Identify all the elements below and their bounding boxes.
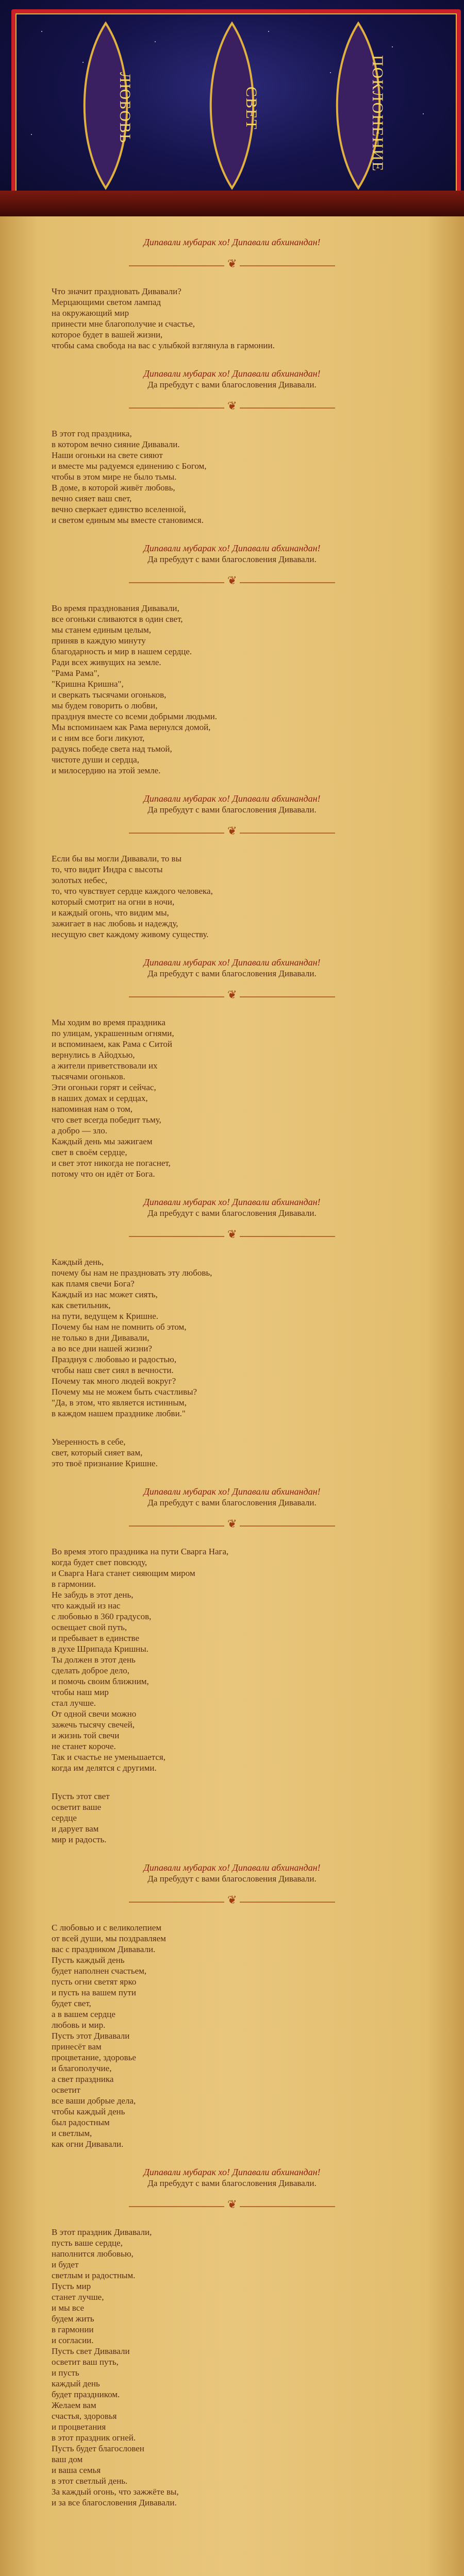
- poem-line: чистоте души и сердца,: [52, 755, 139, 765]
- poem-line: и дарует вам: [52, 1824, 99, 1834]
- poem-line: свет в своём сердце,: [52, 1147, 127, 1157]
- poem-line: и помочь своим ближним,: [52, 1676, 149, 1686]
- refrain-blessing: Да пребудут с вами благословения Дивавали.: [147, 1874, 317, 1884]
- poem-line: мы будем говорить о любви,: [52, 701, 158, 710]
- poem-line: Каждый из нас может сиять,: [52, 1290, 158, 1299]
- ornament-divider: [52, 1521, 412, 1531]
- poem-line: благодарность и мир в нашем сердце.: [52, 647, 192, 656]
- poem-stanza: [52, 286, 412, 351]
- refrain-block: [52, 957, 412, 979]
- ornament-divider: [52, 992, 412, 1002]
- poem-line: Уверенность в себе,: [52, 1437, 126, 1447]
- refrain-line: Дипавали мубарак хо! Дипавали абхинандан!: [143, 1197, 321, 1207]
- ornament-divider: [52, 261, 412, 270]
- poem-line: и процветания: [52, 2422, 106, 2432]
- poem-line: зажигает в нас любовь и надежду,: [52, 919, 178, 928]
- poem-stanza: [52, 853, 412, 940]
- refrain-block: [52, 237, 412, 248]
- ornament-divider: [52, 1897, 412, 1907]
- poem-line: Пусть мир: [52, 2281, 91, 2291]
- poem-line: За каждый огонь, что зажжёте вы,: [52, 2487, 179, 2497]
- poem-line: счастья, здоровья: [52, 2411, 117, 2421]
- poem-line: не станет короче.: [52, 1741, 116, 1751]
- leaf-word-love: ЛЮБОВЬ: [117, 72, 134, 144]
- poem-line: тысячами огоньков.: [52, 1072, 125, 1081]
- poem-line: в каждом нашем празднике любви.": [52, 1409, 186, 1418]
- poem-line: радуясь победе света над тьмой,: [52, 744, 172, 754]
- poem-line: вас с праздником Дивавали.: [52, 1944, 156, 1954]
- poem-line: Пусть будет благословен: [52, 2444, 144, 2453]
- poem-line: Каждый день,: [52, 1257, 104, 1267]
- poem-stanza: [52, 1257, 412, 1419]
- poem-line: и Сварга Нага станет сияющим миром: [52, 1568, 195, 1578]
- star: [392, 46, 393, 47]
- poem-line: сердце: [52, 1813, 77, 1823]
- poem-line: приняв в каждую минуту: [52, 636, 146, 646]
- poem-line: золотых небес,: [52, 875, 108, 885]
- poem-line: Что значит праздновать Дивавали?: [52, 286, 181, 296]
- poem-line: Во время празднования Дивавали,: [52, 603, 179, 613]
- leaf-love: [77, 21, 134, 191]
- poem-line: был радостным: [52, 2117, 110, 2127]
- poem-stanza: [52, 603, 412, 776]
- poem-line: а свет праздника: [52, 2074, 114, 2084]
- poem-line: Во время этого праздника на пути Сварга Нага,: [52, 1547, 229, 1556]
- refrain-block: [52, 2167, 412, 2189]
- poem-line: и ваша семья: [52, 2465, 101, 2475]
- poem-line: которое будет в вашей жизни,: [52, 330, 163, 340]
- poem-line: В этот год праздника,: [52, 429, 132, 438]
- leaf-word-worship: ПОКЛОНЕНИЕ: [369, 55, 386, 172]
- poem-line: и светлым,: [52, 2128, 92, 2138]
- poem-line: и каждый огонь, что видим мы,: [52, 908, 169, 918]
- refrain-block: [52, 543, 412, 565]
- poem-line: наполнится любовью,: [52, 2249, 134, 2259]
- banner-base: [0, 191, 464, 216]
- refrain-block: [52, 1486, 412, 1508]
- star: [41, 31, 42, 32]
- poem-line: почему бы нам не праздновать эту любовь,: [52, 1268, 212, 1278]
- poem-line: в духе Шрипада Кришны.: [52, 1644, 148, 1654]
- poem-line: Пусть каждый день: [52, 1955, 125, 1965]
- poem-line: В этот праздник Дивавали,: [52, 2227, 152, 2237]
- poem-line: празднуя вместе со всеми добрыми людьми.: [52, 711, 217, 721]
- poem-line: чтобы сама свобода на вас с улыбкой взглянула в гармонии.: [52, 341, 275, 350]
- poem-line: что свет всегда победит тьму,: [52, 1115, 161, 1125]
- poem-stanza: [52, 1017, 412, 1179]
- poem-line: пусть ваше сердце,: [52, 2238, 123, 2248]
- poem-line: мир и радость.: [52, 1835, 107, 1844]
- poem-stanza: [52, 1546, 412, 1773]
- refrain-line: Дипавали мубарак хо! Дипавали абхинандан!: [143, 793, 321, 804]
- poem-line: Почему мы не можем быть счастливы?: [52, 1387, 197, 1397]
- poem-line: и сверкать тысячами огоньков,: [52, 690, 167, 700]
- poem-line: Почему так много людей вокруг?: [52, 1376, 176, 1386]
- poem-line: стал лучше.: [52, 1698, 96, 1708]
- poem-line: свет, который сияет вам,: [52, 1448, 143, 1458]
- poem-line: освещает свой путь,: [52, 1622, 127, 1632]
- poem-line: ваш дом: [52, 2454, 83, 2464]
- poem-line: сделать доброе дело,: [52, 1666, 129, 1675]
- poem-line: в гармонии: [52, 2325, 94, 2334]
- poem-line: и будет: [52, 2260, 79, 2269]
- poem-line: Празднуя с любовью и радостью,: [52, 1354, 177, 1364]
- poem-line: Пусть свет Дивавали: [52, 2346, 130, 2356]
- poem-stanza: [52, 1436, 412, 1469]
- poem-line: как пламя свечи Бога?: [52, 1279, 135, 1289]
- poem-line: когда будет свет повсюду,: [52, 1557, 147, 1567]
- poem-line: потому что он идёт от Бога.: [52, 1169, 155, 1179]
- poem-line: мы станем единым целым,: [52, 625, 151, 635]
- poem-line: и пусть: [52, 2368, 79, 2378]
- poem-line: чтобы в этом мире не было тьмы.: [52, 472, 177, 482]
- poem-line: Каждый день мы зажигаем: [52, 1137, 153, 1146]
- poem-line: в гармонии.: [52, 1579, 96, 1589]
- poem-line: в этот светлый день.: [52, 2476, 128, 2486]
- poem-line: в наших домах и сердцах,: [52, 1093, 148, 1103]
- poem-content: [52, 237, 412, 2526]
- poem-line: чтобы наш свет сиял в вечности.: [52, 1365, 174, 1375]
- poem-line: и свет этот никогда не погаснет,: [52, 1158, 171, 1168]
- poem-line: по улицам, украшенным огнями,: [52, 1028, 174, 1038]
- refrain-line: Дипавали мубарак хо! Дипавали абхинандан!: [143, 957, 321, 968]
- refrain-block: [52, 793, 412, 815]
- poem-line: в этот праздник огней.: [52, 2433, 136, 2443]
- poem-line: и с ним все боги ликуют,: [52, 733, 145, 743]
- ornament-divider: [52, 828, 412, 838]
- poem-line: От одной свечи можно: [52, 1709, 137, 1719]
- poem-line: пусть огни светят ярко: [52, 1977, 137, 1987]
- poem-line: и милосердию на этой земле.: [52, 766, 161, 775]
- poem-line: будет свет,: [52, 1998, 91, 2008]
- ornament-divider: [52, 403, 412, 413]
- poem-line: Мерцающими светом лампад: [52, 297, 161, 307]
- refrain-block: [52, 1197, 412, 1218]
- poem-line: с любовью в 360 градусов,: [52, 1612, 152, 1621]
- refrain-line: Дипавали мубарак хо! Дипавали абхинандан!: [143, 1862, 321, 1873]
- poem-line: принести мне благополучие и счастье,: [52, 319, 195, 329]
- refrain-blessing: Да пребудут с вами благословения Дивавали.: [147, 1208, 317, 1218]
- poem-line: Мы вспоминаем как Рама вернулся домой,: [52, 722, 211, 732]
- poem-line: Эти огоньки горят и сейчас,: [52, 1082, 156, 1092]
- poem-line: и согласии.: [52, 2335, 94, 2345]
- refrain-line: Дипавали мубарак хо! Дипавали абхинандан!: [143, 368, 321, 379]
- poem-line: любовь и мир.: [52, 2020, 106, 2030]
- poem-line: в котором вечно сияние Дивавали.: [52, 439, 180, 449]
- poem-stanza: [52, 1791, 412, 1845]
- poem-line: Мы ходим во время праздника: [52, 1018, 165, 1027]
- poem-line: Не забудь в этот день,: [52, 1590, 134, 1600]
- poem-line: Почему бы нам не помнить об этом,: [52, 1322, 187, 1332]
- poem-line: Пусть этот Дивавали: [52, 2031, 130, 2041]
- refrain-blessing: Да пребудут с вами благословения Дивавали.: [147, 1498, 317, 1507]
- poem-line: и светом единым мы вместе становимся.: [52, 515, 204, 525]
- refrain-block: [52, 1862, 412, 1884]
- poem-line: и вместе мы радуемся единению с Богом,: [52, 461, 207, 471]
- poem-stanza: [52, 428, 412, 526]
- poem-line: будет праздником.: [52, 2389, 120, 2399]
- poem-line: а добро — зло.: [52, 1126, 108, 1136]
- poem-line: В доме, в которой живёт любовь,: [52, 483, 175, 493]
- poem-line: и жизнь той свечи: [52, 1731, 120, 1740]
- poem-line: "Кришна Кришна",: [52, 679, 124, 689]
- poem-line: что каждый из нас: [52, 1601, 121, 1611]
- poem-line: вечно сияет ваш свет,: [52, 494, 132, 503]
- poem-line: и мы все: [52, 2303, 85, 2313]
- refrain-line: Дипавали мубарак хо! Дипавали абхинандан!: [143, 543, 321, 553]
- poem-line: светлым и радостным.: [52, 2270, 136, 2280]
- poem-line: осветит ваш путь,: [52, 2357, 119, 2367]
- poem-line: процветание, здоровье: [52, 2053, 136, 2062]
- star: [423, 113, 424, 114]
- leaf-light: [204, 21, 260, 191]
- poem-line: как огни Дивавали.: [52, 2139, 124, 2149]
- poem-line: чтобы наш мир: [52, 1687, 109, 1697]
- refrain-blessing: Да пребудут с вами благословения Дивавали.: [147, 805, 317, 815]
- poem-line: и за все благословения Дивавали.: [52, 2498, 177, 2507]
- poem-line: Желаем вам: [52, 2400, 96, 2410]
- leaf-worship: [330, 21, 387, 191]
- refrain-block: [52, 368, 412, 390]
- poem-line: Ради всех живущих на земле.: [52, 657, 161, 667]
- poem-line: будем жить: [52, 2314, 94, 2324]
- star: [155, 41, 156, 42]
- header-banner: [0, 0, 464, 216]
- poem-line: не только в дни Дивавали,: [52, 1333, 150, 1343]
- poem-line: то, что чувствует сердце каждого человека,: [52, 886, 213, 896]
- poem-line: то, что видит Индра с высоты: [52, 865, 163, 874]
- poem-line: чтобы каждый день: [52, 2107, 125, 2116]
- poem-line: а жители приветствовали их: [52, 1061, 158, 1071]
- poem-line: на окружающий мир: [52, 308, 129, 318]
- refrain-line: Дипавали мубарак хо! Дипавали абхинандан!: [143, 237, 321, 247]
- poem-line: зажечь тысячу свечей,: [52, 1720, 135, 1730]
- poem-line: Пусть этот свет: [52, 1791, 110, 1801]
- star: [31, 134, 32, 135]
- poem-line: Ты должен в этот день: [52, 1655, 136, 1665]
- poem-line: и пребывает в единстве: [52, 1633, 140, 1643]
- poem-line: вечно сверкает единство вселенной,: [52, 504, 186, 514]
- poem-line: принесёт вам: [52, 2042, 102, 2052]
- poem-stanza: [52, 2227, 412, 2508]
- poem-line: напоминая нам о том,: [52, 1104, 133, 1114]
- poem-line: а во все дни нашей жизни?: [52, 1344, 152, 1353]
- refrain-blessing: Да пребудут с вами благословения Дивавали.: [147, 554, 317, 564]
- poem-line: "Да, в этом, что является истинным,: [52, 1398, 187, 1408]
- poem-line: каждый день: [52, 2379, 100, 2388]
- poem-line: все ваши добрые дела,: [52, 2096, 136, 2106]
- poem-line: Так и счастье не уменьшается,: [52, 1752, 165, 1762]
- refrain-blessing: Да пребудут с вами благословения Дивавали.: [147, 969, 317, 978]
- poem-line: как светильник,: [52, 1300, 111, 1310]
- refrain-line: Дипавали мубарак хо! Дипавали абхинандан!: [143, 1486, 321, 1497]
- poem-line: несущую свет каждому живому существу.: [52, 929, 209, 939]
- leaf-word-light: СВЕТ: [243, 86, 260, 130]
- poem-line: будет наполнен счастьем,: [52, 1966, 147, 1976]
- poem-line: осветит: [52, 2085, 80, 2095]
- refrain-blessing: Да пребудут с вами благословения Дивавали.: [147, 2178, 317, 2188]
- poem-line: С любовью и с великолепием: [52, 1923, 162, 1933]
- poem-line: Наши огоньки на свете сияют: [52, 450, 163, 460]
- poem-line: и вспоминаем, как Рама с Ситой: [52, 1039, 172, 1049]
- poem-line: когда им делятся с другими.: [52, 1763, 157, 1773]
- ornament-divider: [52, 1232, 412, 1241]
- poem-line: и благополучие,: [52, 2063, 112, 2073]
- refrain-blessing: Да пребудут с вами благословения Дивавали.: [147, 380, 317, 389]
- poem-line: от всей души, мы поздравляем: [52, 1934, 166, 1943]
- poem-line: все огоньки сливаются в один свет,: [52, 614, 183, 624]
- ornament-divider: [52, 2202, 412, 2211]
- poem-line: и пусть на вашем пути: [52, 1988, 136, 1997]
- poem-line: осветит ваше: [52, 1802, 102, 1812]
- poem-line: который смотрит на огни в ночи,: [52, 897, 175, 907]
- refrain-line: Дипавали мубарак хо! Дипавали абхинандан!: [143, 2167, 321, 2177]
- poem-line: станет лучше,: [52, 2292, 104, 2302]
- parchment-page: [0, 216, 464, 2576]
- star: [268, 31, 269, 32]
- poem-line: на пути, ведущем к Кришне.: [52, 1311, 158, 1321]
- poem-line: вернулись в Айодхью,: [52, 1050, 135, 1060]
- poem-line: Если бы вы могли Дивавали, то вы: [52, 854, 182, 863]
- poem-stanza: [52, 1922, 412, 2149]
- poem-line: а в вашем сердце: [52, 2009, 115, 2019]
- ornament-divider: [52, 578, 412, 587]
- poem-line: "Рама Рама",: [52, 668, 100, 678]
- poem-line: это твоё признание Кришне.: [52, 1459, 158, 1468]
